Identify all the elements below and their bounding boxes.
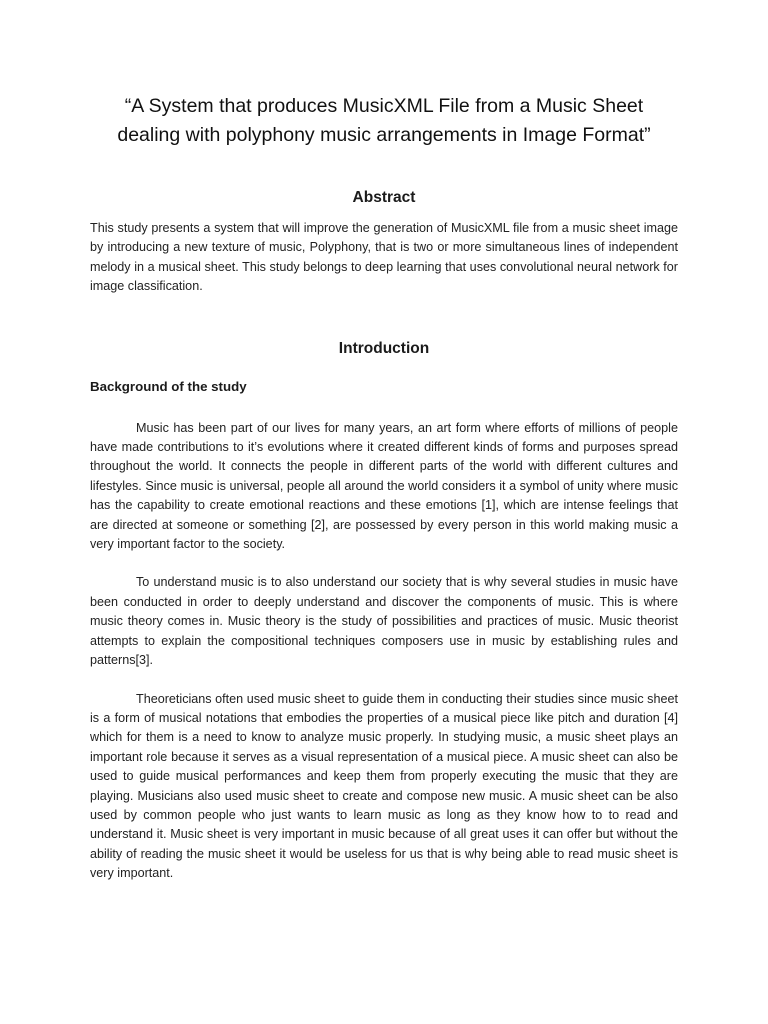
body-paragraph-2: To understand music is to also understand our society that is why several studies in music have been conducted in order to deeply understand and discover the components of music. This is where music theory comes in. Music theory is the study of possibilities and practices of music. Music theorist attempts to explain the compositional techniques composers use in music by establishing rules and patterns[3]. bbox=[90, 575, 678, 668]
document-title-line-1: “A System that produces MusicXML File from a Music Sheet bbox=[124, 95, 644, 117]
abstract-heading: Abstract bbox=[352, 189, 416, 206]
abstract-text: This study presents a system that will improve the generation of MusicXML file from a music sheet image by introducing a new texture of music, Polyphony, that is two or more simultaneous lines of independent melody in a musical sheet. This study belongs to deep learning that uses convolutional neural network for image classification. bbox=[90, 221, 678, 294]
document-title-line-2: dealing with polyphony music arrangements in Image Format” bbox=[117, 124, 651, 146]
body-paragraph-1: Music has been part of our lives for many years, an art form where efforts of millions of people have made contributions to it’s evolutions where it created different kinds of forms and purposes spread throughout the world. It connects the people in different parts of the world with different cultures and lifestyles. Since music is universal, people all around the world considers it a symbol of unity where music has the capability to create emotional reactions and these emotions [1], which are intense feelings that are directed at someone or something [2], are possessed by every person in this world making music a very important factor to the society. bbox=[90, 420, 678, 552]
document-title bbox=[90, 92, 678, 150]
introduction-heading: Introduction bbox=[338, 339, 430, 357]
body-paragraph-3: Theoreticians often used music sheet to guide them in conducting their studies since music sheet is a form of musical notations that embodies the properties of a musical piece like pitch and duration [4] which for them is a need to know to analyze music properly. In studying music, a music sheet plays an important role because it serves as a visual representation of a musical piece. A music sheet can also be used to guide musical performances and keep them from properly executing the music that they are playing. Musicians also used music sheet to create and compose new music. A music sheet can be also used by common people who just wants to learn music as long as they know how to to read and understand it. Music sheet is very important in music because of all great uses it can offer but without the ability of reading the music sheet it would be useless for us that is why being able to read music sheet is very important. bbox=[90, 691, 678, 881]
background-heading: Background of the study bbox=[90, 378, 247, 394]
